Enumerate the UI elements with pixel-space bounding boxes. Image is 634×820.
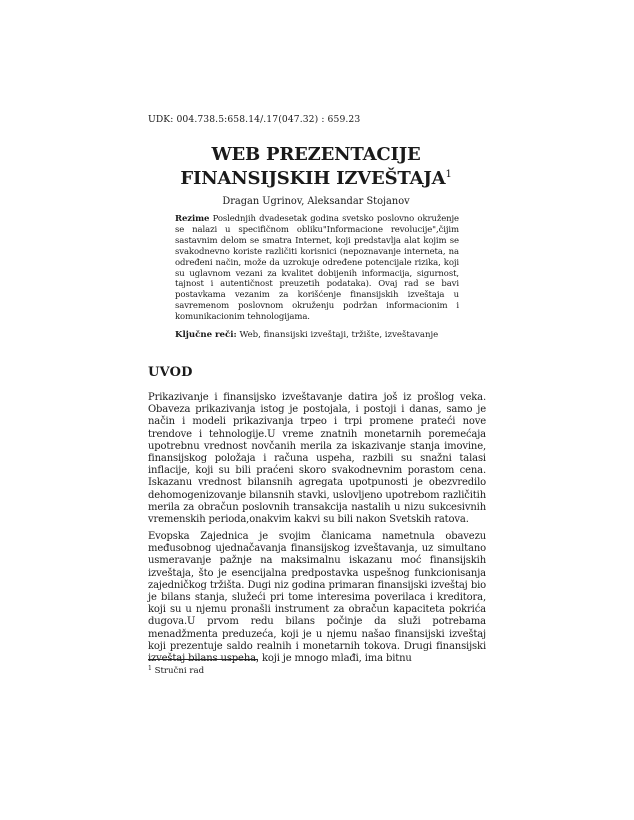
footnote-mark: 1	[148, 665, 152, 672]
footnote-text: Stručni rad	[154, 666, 205, 676]
title-footnote-mark: 1	[445, 169, 452, 180]
body-paragraph: Prikazivanje i finansijsko izveštavanje datira još iz prošlog veka. Obaveza prikazivanja istog je postojala, i postoji i danas, samo je način i modeli prikazivanja trpeo i trpi promene prateći nove trendove i tehnologije.U vreme znatnih monetarnih poremećaja upotrebnu vrednost novčanih merila za iskazivanje stanja imovine, finansijskog položaja i računa uspeha, razbili su snažni talasi inflacije, koji su bili praćeni skoro svakodnevnim porastom cena. Iskazanu vrednost bilansnih agregata upotpunosti je obezvredilo dehomogenizovanje bilansnih stavki, uslovljeno upotrebom različitih merila za obračun poslovnih transakcija nastalih u nizu sukcesivnih vremenskih perioda,onakvim kakvi su bili nakon Svetskih ratova.	[148, 392, 486, 526]
keywords	[175, 330, 465, 340]
paper-title-text: WEB PREZENTACIJE FINANSIJSKIH IZVEŠTAJA	[180, 144, 446, 189]
footnote-divider	[148, 659, 258, 660]
footnote	[148, 665, 204, 676]
abstract-text: Poslednjih dvadesetak godina svetsko poslovno okruženje se nalazi u specifičnom obliku"Informacione revolucije",čijim sastavnim delom se smatra Internet, koji predstavlja alat kojim se svakodnevno koriste različiti korisnici (nepoznavanje interneta, na određeni način, može da uzrokuje određene potencijale rizika, koji su uglavnom vezani za kvalitet dobijenih informacija, sigurnost, tajnost i autentičnost preuzetih podataka). Ovaj rad se bavi postavkama vezanim za korišćenje finansijskih izveštaja u savremenom poslovnom okruženju podržan informacionim i komunikacionim tehnologijama.	[175, 214, 459, 323]
keywords-text: Web, finansijski izveštaji, tržište, izveštavanje	[239, 330, 439, 340]
body-paragraph: Evopska Zajednica je svojim članicama nametnula obavezu međusobnog ujednačavanja finansijskog izveštavanja, uz simultano usmeravanje pažnje na maksimalnu iskazanu moć finansijskih izveštaja, što je esencijalna predpostavka uspešnog funkcionisanja zajedničkog tržišta. Dugi niz godina primaran finansijski izveštaj bio je bilans stanja, služeći pri tome interesima poverilaca i kreditora, koji su u njemu pronašli instrument za obračun kapaciteta pokrića dugova.U prvom redu bilans počinje da služi potrebama menadžmenta preduzeća, koji je u njemu našao finansijski izveštaj koji prezentuje saldo realnih i monetarnih tokova. Drugi finansijski izveštaj bilans uspeha, koji je mnogo mlađi, ima bitnu	[148, 531, 486, 665]
paper-title	[148, 145, 484, 189]
abstract	[175, 214, 459, 323]
keywords-label: Ključne reči:	[175, 330, 237, 340]
udk-classification: UDK: 004.738.5:658.14/.17(047.32) : 659.23	[148, 114, 361, 125]
section-heading: UVOD	[148, 365, 193, 380]
paper-authors: Dragan Ugrinov, Aleksandar Stojanov	[222, 196, 410, 207]
abstract-label: Rezime	[175, 214, 210, 224]
